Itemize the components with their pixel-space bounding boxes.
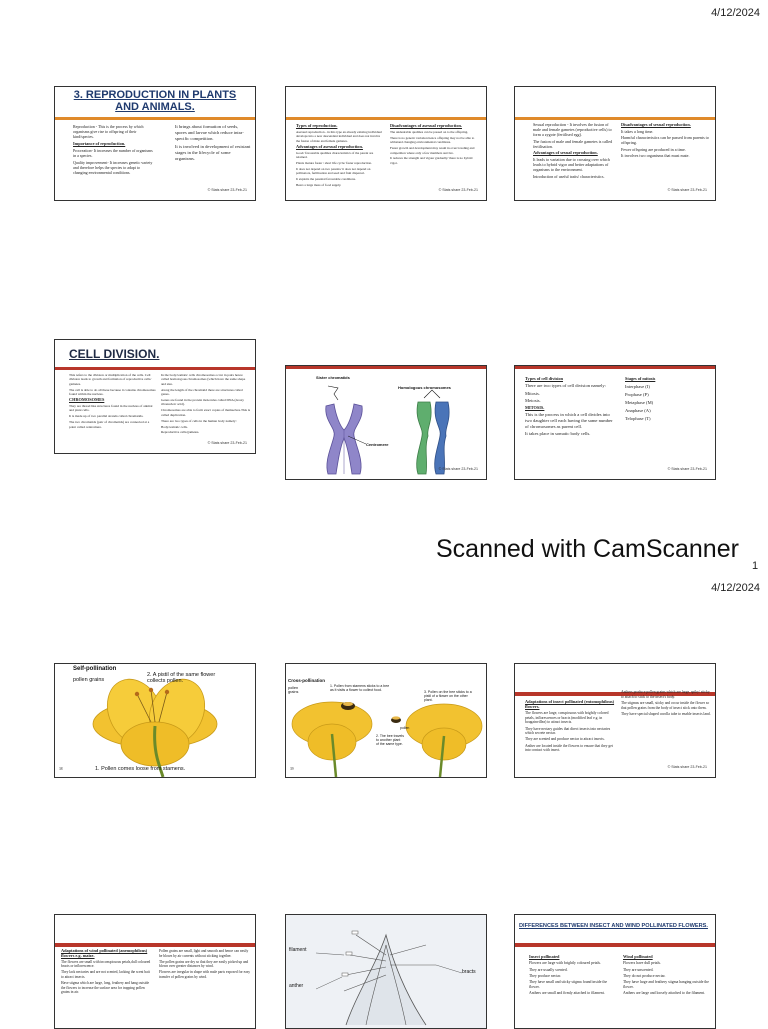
page-date: 4/12/2024 xyxy=(711,582,760,594)
text-line: The fusion of male and female gametes is called fertilisation. xyxy=(533,138,613,149)
step-1-label: 1. Pollen comes loose from stamens. xyxy=(95,766,186,772)
text-line: Chromosomes are able to form exact copies of themselves.This is called duplication. xyxy=(161,408,251,417)
slide-cross-pollination xyxy=(285,663,487,778)
slide-right-column xyxy=(625,376,711,423)
text-line: They produce nectar. xyxy=(529,973,561,978)
text-line: The undesirable qualities can be passed on to the offspring. xyxy=(390,129,469,134)
text-line: The cell is able to do all these because it contains chromosomes found within the nucleus. xyxy=(69,387,156,397)
slide-asexual-reproduction xyxy=(285,86,487,201)
text-heading: CHROMOSOMES xyxy=(69,397,105,403)
slide-footer: © Stats share 23-Feb-21 xyxy=(207,188,247,192)
text-line: Anthers are large and loosely attached to the filament. xyxy=(623,991,706,996)
chromosome-diagram xyxy=(286,366,486,479)
text-line: Anthers produce pollen grains which are large, spiky/ sticky to attach to stick to the insect's body. xyxy=(621,690,710,699)
slide-left-column xyxy=(61,949,153,996)
slide-right-column xyxy=(159,949,251,981)
text-line: Introduction of useful traits/ characteristics. xyxy=(533,173,605,179)
slide-footer: © Stats share 23-Feb-21 xyxy=(667,765,707,769)
text-line: It leads to variation due to crossing over which leads to hybrid vigor and better adaptations of organisms to the environment. xyxy=(533,157,610,173)
slide-cell-division xyxy=(54,339,256,454)
text-line: They are thread like structures found in the nucleus of animal and plant cells. xyxy=(69,403,153,413)
page-number: 1 xyxy=(752,560,759,572)
text-line: It is involved in development of resistant stages in the lifecycle of some organisms. xyxy=(175,143,251,161)
text-line: The stigmas are small, sticky and occur inside the flower so that pollen grains from the body of insect stick onto them. xyxy=(621,700,710,710)
slide-reproduction-title xyxy=(54,86,256,201)
slide-footer: © Stats share 23-Feb-21 xyxy=(667,188,707,192)
slide-number: 38 xyxy=(59,767,63,771)
pollen-grains-label: pollen grains xyxy=(73,677,105,683)
text-line: There are two types of cell division namely: xyxy=(525,383,607,389)
slide-insect-pollinated xyxy=(514,663,716,778)
slide-left-column xyxy=(73,124,155,177)
text-line: Meiosis. xyxy=(525,397,541,403)
text-heading: Adaptations of insect pollinated (entomophilous) flowers. xyxy=(525,699,615,709)
slide-title: CELL DIVISION. xyxy=(69,347,160,361)
text-line: It does not depend on two parents/ it does not depend on pollinators, fertilisation and seed and fruit dispersal. xyxy=(296,166,371,176)
text-line: There are two types of cells in the human body namely: xyxy=(161,418,237,423)
accent-bar xyxy=(55,943,255,947)
slide-footer: © Stats share 23-Feb-21 xyxy=(667,467,707,471)
wind-flower-diagram xyxy=(286,915,486,1028)
accent-bar xyxy=(286,117,486,120)
text-heading: Advantages of asexual reproduction. xyxy=(296,143,363,149)
text-line: Metaphase (M) xyxy=(625,399,654,405)
slide-mitosis xyxy=(514,365,716,480)
text-line: They do not produce nectar. xyxy=(623,973,666,978)
text-line: Anther are located inside the flowers to ensure that they get into contact with insect. xyxy=(525,743,613,753)
text-line: Anaphase (A) xyxy=(625,407,651,413)
text-line: They are unscented. xyxy=(623,967,654,972)
slide-sexual-reproduction xyxy=(514,86,716,201)
accent-bar xyxy=(515,117,715,120)
column-heading: Wind pollinated xyxy=(623,954,653,959)
slide-differences xyxy=(514,914,716,1029)
text-line: Flowers are large with brightly coloured petals. xyxy=(529,961,601,966)
step-1-label: 1. Pollen from stamens sticks to a bee as it visits a flower to collect food. xyxy=(330,684,390,692)
slide-footer: © Stats share 23-Feb-21 xyxy=(207,441,247,445)
slide-title: 3. REPRODUCTION IN PLANTS AND ANIMALS. xyxy=(73,89,237,113)
accent-bar xyxy=(55,117,255,120)
text-line: This refers to the division or multiplication of the cells. Cell division leads to growth and formation of reproductive cells/ gametes. xyxy=(69,373,152,386)
slide-self-pollination xyxy=(54,663,256,778)
text-line: The flowers are small with inconspicuous petals,dull coloured bracts or inflorescence. xyxy=(61,959,151,969)
slide-wind-pollinated xyxy=(54,914,256,1029)
text-line: There is no genetic variation hence offspring may not be able to withstand changing environmental conditions. xyxy=(390,135,475,145)
slide-footer: © Stats share 23-Feb-21 xyxy=(438,188,478,192)
text-heading: Disadvantages of sexual reproduction. xyxy=(621,122,691,127)
homologous-chromosomes-label: Homologous chromosomes xyxy=(398,385,451,390)
accent-bar xyxy=(515,943,715,947)
text-line: Sexual reproduction - It involves the fusion of male and female gametes (reproductive cells) to form a zygote (fertilised egg). xyxy=(533,122,612,138)
text-line: In the body/somatic cells chromosomes occur in pairs hence called homologous chromosomes (which have the same shape and size. xyxy=(161,373,246,386)
centromere-label: Centromere xyxy=(366,442,389,447)
text-line: They have large and feathery stigma hanging outside the flower. xyxy=(623,980,709,989)
text-line: Mitosis. xyxy=(525,390,540,396)
text-line: The flowers are large, conspicuous with brightly colored petals, inflorescences or bracts (modified leaf e.g. in bougainvillea) to attract insects. xyxy=(525,710,609,725)
slide-number: 39 xyxy=(290,767,294,771)
text-line: They lack nectaries and are not scented, lacking the scent bait to attract insects. xyxy=(61,970,150,979)
text-line: Flowers have dull petals. xyxy=(623,961,661,966)
text-heading: Importance of reproduction. xyxy=(73,141,126,147)
slide-title: DIFFERENCES BETWEEN INSECT AND WIND POLLINATED FLOWERS. xyxy=(519,923,708,929)
slide-right-column xyxy=(621,122,711,160)
slide-left-column xyxy=(529,955,613,998)
accent-bar xyxy=(515,366,715,369)
text-line: Telophase (T) xyxy=(625,415,651,421)
scanner-watermark: Scanned with CamScanner xyxy=(436,535,739,563)
slide-left-column xyxy=(296,124,384,189)
text-line: Prophase (P) xyxy=(625,391,649,397)
text-heading: Advantages of sexual reproduction. xyxy=(533,150,598,156)
text-line: They have special shaped corolla tube to enable insects land. xyxy=(621,711,711,716)
text-line: Pollen grains are small, light and smooth and hence can easily be blown by air currents without sticking together. xyxy=(159,949,249,958)
filament-label: filament xyxy=(289,947,307,953)
text-line: It reduces the strength and vigour gradually/ there is no hybrid vigor. xyxy=(390,156,473,165)
slide-footer: © Stats share 23-Feb-21 xyxy=(438,467,478,471)
text-line: Reproduction - This is the process by which organisms give rise to offspring of their kind/species. xyxy=(73,124,144,140)
text-line: It is made up of two parallel strands called chromatids. xyxy=(69,414,144,419)
text-line: They have small and sticky stigma found inside the flower. xyxy=(529,980,608,989)
slide-right-column xyxy=(175,124,251,163)
text-line: It takes a long time. xyxy=(621,128,654,134)
slide-left-column xyxy=(525,700,615,755)
sister-chromatids-label: Sister chromatids xyxy=(316,375,350,380)
text-line: Reproductive cells/gametes. xyxy=(161,430,200,435)
text-heading: Types of reproduction. xyxy=(296,123,338,128)
slide-left-column xyxy=(533,122,615,180)
column-heading: Insect pollinated xyxy=(529,954,560,959)
text-line: It takes place in somatic body cells. xyxy=(525,431,591,437)
text-line: Along the length of the chromatid there are structures called genes. xyxy=(161,387,243,397)
text-line: It involves two organisms that must mate. xyxy=(621,153,690,159)
bracts-label: bracts xyxy=(462,969,476,975)
text-heading: Types of cell division xyxy=(525,376,563,381)
text-heading: Adaptations of wind pollinated (anemophilous) flowers e.g. maize. xyxy=(61,948,148,958)
text-line: Interphase (I) xyxy=(625,383,650,389)
text-line: They have nectary guides that direct insects into nectaries which secrete nectar. xyxy=(525,726,611,736)
step-3-label: 3. Pollen on the bee sticks to a pistil of a flower on the other plant. xyxy=(424,690,472,702)
text-line: Good/ favourable qualities characteristics of the parent are retained. xyxy=(296,150,374,159)
slide-left-column xyxy=(69,373,157,430)
text-line: The pollen grains are dry so that they are easily picked up and blown over greater distances by wind. xyxy=(159,959,249,969)
pollen-grains-label: pollen grains xyxy=(288,686,299,694)
text-line: They are usually scented. xyxy=(529,967,568,972)
text-line: Fewer offspring are produced in a time. xyxy=(621,146,686,152)
text-line: It brings about formation of seeds, spores and larvae which reduce intra-specific competition. xyxy=(175,124,244,141)
slide-chromosomes-diagram xyxy=(285,365,487,480)
text-line: This is the process in which a cell divides into two daughter cell each having the same number of chromosomes as parent cell. xyxy=(525,412,613,430)
text-line: Bears a large mass of food supply. xyxy=(296,182,342,187)
slide-right-column xyxy=(390,124,480,167)
page-date: 4/12/2024 xyxy=(711,7,760,19)
slide-wind-flower-diagram xyxy=(285,914,487,1029)
slide-left-column xyxy=(525,376,617,439)
text-line: Faster growth and development may result in overcrowding and competition where only a few members survive. xyxy=(390,146,475,155)
text-line: Genes are found in the protein molecules called DNA (deoxy ribonucleic acid). xyxy=(161,398,244,407)
text-line: Have stigma which are large, long, feathery and hang outside the flowers to increase the surface area for trapping pollen grains in air. xyxy=(61,981,150,995)
text-heading: Disadvantages of asexual reproduction. xyxy=(390,123,462,128)
step-2-label: 2. The bee travels to another plant of the same type. xyxy=(376,734,404,746)
text-line: Body/somatic cells. xyxy=(161,424,188,429)
text-line: Quality improvement- It increases genetic variety and therefore helps the species to adapt to changing environmental conditions. xyxy=(73,159,153,176)
text-line: The two chromatids (pair of chromatids) are connected at a point called centromere. xyxy=(69,420,150,429)
slide-right-column xyxy=(623,955,711,998)
text-heading: MITOSIS. xyxy=(525,405,545,411)
text-heading: Stages of mitosis xyxy=(625,376,656,381)
text-line: Flowers are irregular in shape with male parts exposed for easy transfer of pollen grains by wind. xyxy=(159,970,251,979)
accent-bar xyxy=(55,367,255,370)
pollen-label: pollen xyxy=(400,726,410,730)
anther-label: anther xyxy=(289,983,304,989)
slide-right-column xyxy=(161,373,251,436)
text-line: Harmful characteristics can be passed from parents to offspring. xyxy=(621,135,709,146)
text-line: Plants mature faster / short life cycle/ faster reproduction. xyxy=(296,160,372,165)
text-line: Procreation- It increases the number of organisms in a species. xyxy=(73,147,153,159)
slide-right-column xyxy=(621,690,711,718)
step-2-label: 2. A pistil of the same flower collects pollen. xyxy=(147,672,216,684)
text-line: Anthers are small and firmly attached to filament. xyxy=(529,991,605,996)
text-line: Asexual reproduction - in this type an already existing individual develops into a new descendant individual and does not involve the fusion of male and female gametes. xyxy=(296,129,382,143)
slide-title: Self-pollination xyxy=(73,666,117,672)
text-line: It exploits the parental favourable conditions. xyxy=(296,177,356,182)
text-line: They are scented and produce nectar to attract insects. xyxy=(525,737,605,742)
slide-title: Cross-pollination xyxy=(288,678,325,683)
